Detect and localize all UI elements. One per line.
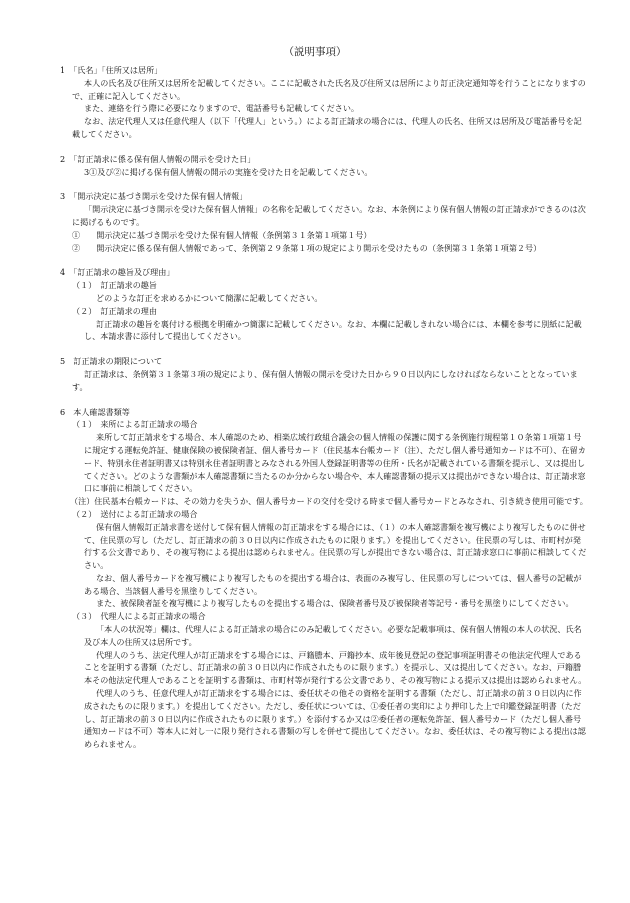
section-6-sub-2-paragraph-1: 保有個人情報訂正請求書を送付して保有個人情報の訂正請求をする場合には、（１）の本人確認書類を複写機により複写したものに併せて、住民票の写し（ただし、訂正請求の前３０日以内に作成されたものに限ります。）を提出してください。住民票の写しは、市町村が発行する公文書であり、その複写物による提出は認められません。住民票の写しが提出できない場合は、訂正請求窓口に事前に相談してください。 [84,521,587,571]
section-1-paragraph-3: なお、法定代理人又は任意代理人（以下「代理人」という。）による訂正請求の場合には、代理人の氏名、住所又は居所及び電話番号を記載してください。 [72,116,582,139]
section-6-sub-2-heading: （２） 送付による訂正請求の場合 [72,508,198,519]
section-6-sub-3-paragraph-2: 代理人のうち、法定代理人が訂正請求をする場合には、戸籍謄本、戸籍抄本、成年後見登記の登記事項証明書その他法定代理人であることを証明する書類（ただし、訂正請求の前３０日以内に作成されたものに限ります。）を提示し、又は提出してください。なお、戸籍謄本その他法定代理人であることを証明する書類は、市町村等が発行する公文書であり、その複写物による提示又は提出は認められません。 [84,649,587,686]
section-6-sub-1-heading: （１） 来所による訂正請求の場合 [72,419,198,430]
page-title: （説明事項） [283,46,347,58]
section-3-heading: 3 「開示決定に基づき開示を受けた保有個人情報」 [60,191,248,202]
section-6-sub-3-heading: （３） 代理人による訂正請求の場合 [72,611,206,622]
section-4-sub-2-heading: （２） 訂正請求の理由 [72,305,157,316]
section-6-sub-1-note: （注）住民基本台帳カードは、その効力を失うか、個人番号カードの交付を受ける時まで個人番号カードとみなされ、引き続き使用可能です。 [70,496,588,507]
section-6-sub-3-paragraph-1: 「本人の状況等」欄は、代理人による訂正請求の場合にのみ記載してください。必要な記載事項は、保有個人情報の本人の状況、氏名及び本人の住所又は居所です。 [84,624,582,647]
document-body [60,64,588,751]
section-6-sub-3-paragraph-3: 代理人のうち、任意代理人が訂正請求をする場合には、委任状その他その資格を証明する書類（ただし、訂正請求の前３０日以内に作成されたものに限ります。）を提出してください。ただし、委任状については、①委任者の実印により押印した上で印鑑登録証明書（ただし、訂正請求の前３０日以内に作成されたものに限ります。）を添付するか又は②委任者の運転免許証、個人番号カード（ただし個人番号通知カードは不可）等本人に対し一に限り発行される書類の写しを併せて提出してください。なお、委任状は、その複写物による提出は認められません。 [84,688,586,750]
section-2-paragraph-1: 3①及び②に掲げる保有個人情報の開示の実施を受けた日を記載してください。 [84,166,373,177]
section-1-paragraph-1: 本人の氏名及び住所又は居所を記載してください。ここに記載された氏名及び住所又は居所により訂正決定通知等を行うことになりますので、正確に記入してください。 [72,77,586,101]
section-4-sub-2-paragraph: 訂正請求の趣旨を裏付ける根拠を明確かつ簡潔に記載してください。なお、本欄に記載しきれない場合には、本欄を参考に別紙に記載し、本請求書に添付して提出してください。 [84,318,582,342]
section-6-heading: 6 本人確認書類等 [60,406,130,417]
section-2-heading: 2 「訂正請求に係る保有個人情報の開示を受けた日」 [60,153,256,164]
section-4-sub-1-heading: （１） 訂正請求の趣旨 [72,280,157,291]
section-4-heading: 4 「訂正請求の趣旨及び理由」 [60,267,175,278]
section-6-sub-2-paragraph-3: また、被保険者証を複写機により複写したものを提出する場合は、保険者番号及び被保険者等記号・番号を黒塗りにしてください。 [96,598,574,609]
section-5-paragraph-1: 訂正請求は、条例第３１条第３項の規定により、保有個人情報の開示を受けた日から９０日以内にしなければならないこととなっています。 [72,368,578,392]
section-6-sub-2-paragraph-2: なお、個人番号カードを複写機により複写したものを提出する場合は、表面のみ複写し、住民票の写しについては、個人番号の記載がある場合、当該個人番号を黒塗りしてください。 [84,572,582,596]
section-3-item-2: ② 開示決定に係る保有個人情報であって、条例第２９条第１項の規定により開示を受けたもの（条例第３１条第１項第２号） [72,242,542,253]
section-3-item-1: ① 開示決定に基づき開示を受けた保有個人情報（条例第３１条第１項第１号） [72,229,372,240]
section-5-heading: 5 訂正請求の期限について [60,356,163,367]
section-1-heading: 1 「氏名」「住所又は居所」 [60,65,163,75]
section-1-paragraph-2: また、連絡を行う際に必要になりますので、電話番号も記載してください。 [84,103,360,114]
section-4-sub-1-paragraph: どのような訂正を求めるかについて簡潔に記載してください。 [96,292,323,303]
section-3-paragraph-1: 「開示決定に基づき開示を受けた保有個人情報」の名称を記載してください。なお、本条例により保有個人情報の訂正請求ができるのは次に掲げるものです。 [72,204,586,227]
section-6-sub-1-paragraph: 来所して訂正請求をする場合、本人確認のため、相楽広域行政組合議会の個人情報の保護に関する条例施行規程第１０条第１項第１号に規定する運転免許証、健康保険の被保険者証、個人番号カード（住民基本台帳カード（注）、ただし個人番号通知カードは不可）、在留カード、特別永住者証明書又は特別永住者証明書とみなされる外国人登録証明書等の住所・氏名が記載されている書類を提示し、又は提出してください。どのような書類が本人確認書類に当たるのか分からない場合や、本人確認書類の提示又は提出ができない場合は、訂正請求窓口に事前に相談してください。 [84,432,586,494]
